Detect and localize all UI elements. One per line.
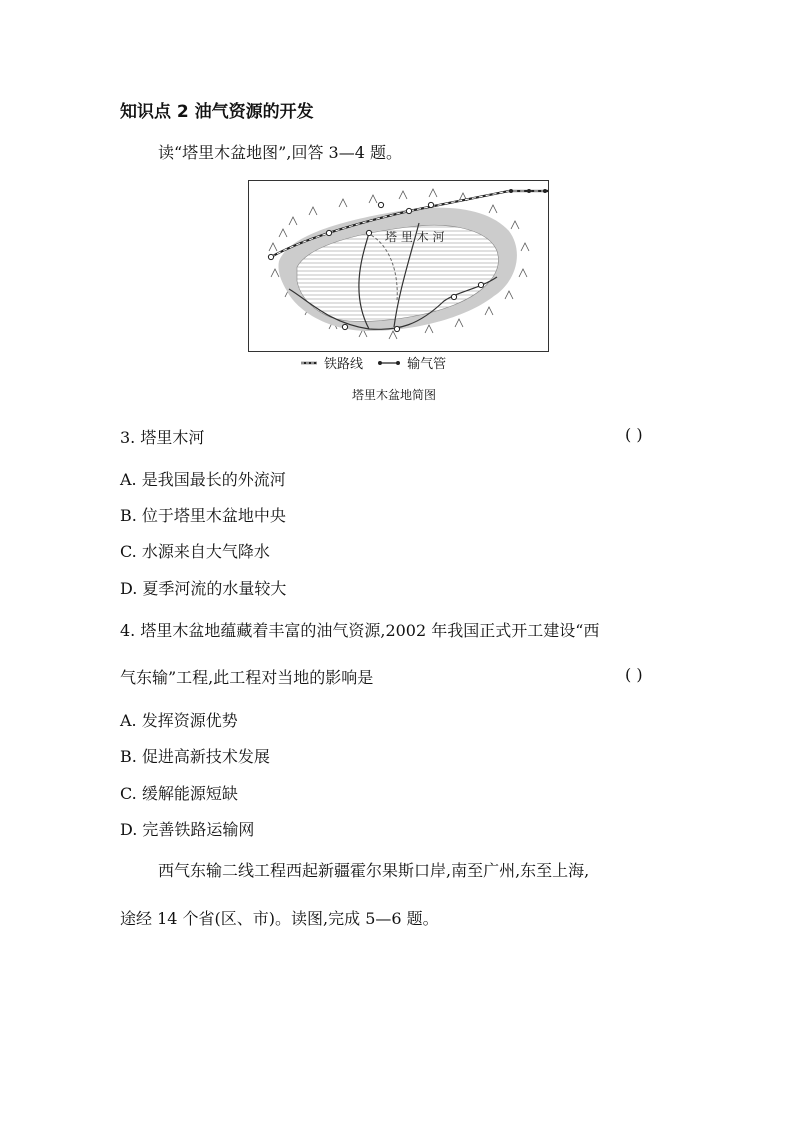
railway-line-icon bbox=[300, 359, 318, 367]
question-3-option-a: A. 是我国最长的外流河 bbox=[120, 470, 286, 489]
passage-line1: 西气东输二线工程西起新疆霍尔果斯口岸,南至广州,东至上海, bbox=[158, 861, 590, 880]
tarim-basin-map bbox=[248, 180, 549, 352]
map-graphic bbox=[249, 181, 548, 351]
question-4-stem-line2: 气东输”工程,此工程对当地的影响是 bbox=[120, 668, 374, 687]
river-label: 塔 里 木 河 bbox=[385, 230, 445, 244]
question-4-option-a: A. 发挥资源优势 bbox=[120, 711, 238, 730]
question-3-option-b: B. 位于塔里木盆地中央 bbox=[120, 506, 286, 525]
legend-pipeline-label: 输气管 bbox=[407, 357, 447, 372]
question-3-bracket: ( ) bbox=[625, 425, 643, 444]
pipeline-icon bbox=[377, 359, 401, 367]
passage-line2: 途经 14 个省(区、市)。读图,完成 5—6 题。 bbox=[120, 909, 439, 928]
intro-text: 读“塔里木盆地图”,回答 3—4 题。 bbox=[158, 143, 402, 162]
question-4-stem-line1: 4. 塔里木盆地蕴藏着丰富的油气资源,2002 年我国正式开工建设“西 bbox=[120, 621, 600, 640]
question-3-stem: 3. 塔里木河 bbox=[120, 428, 205, 447]
section-heading: 知识点 2 油气资源的开发 bbox=[120, 102, 314, 122]
question-4-option-c: C. 缓解能源短缺 bbox=[120, 784, 238, 803]
map-caption: 塔里木盆地简图 bbox=[352, 388, 437, 402]
question-4-bracket: ( ) bbox=[625, 665, 643, 684]
legend-pipeline bbox=[377, 353, 446, 372]
question-4-option-b: B. 促进高新技术发展 bbox=[120, 747, 270, 766]
legend-railway bbox=[300, 353, 363, 372]
legend-railway-label: 铁路线 bbox=[324, 357, 364, 372]
question-3-option-d: D. 夏季河流的水量较大 bbox=[120, 579, 287, 598]
map-legend bbox=[300, 353, 456, 372]
question-3-option-c: C. 水源来自大气降水 bbox=[120, 542, 270, 561]
question-4-option-d: D. 完善铁路运输网 bbox=[120, 820, 255, 839]
